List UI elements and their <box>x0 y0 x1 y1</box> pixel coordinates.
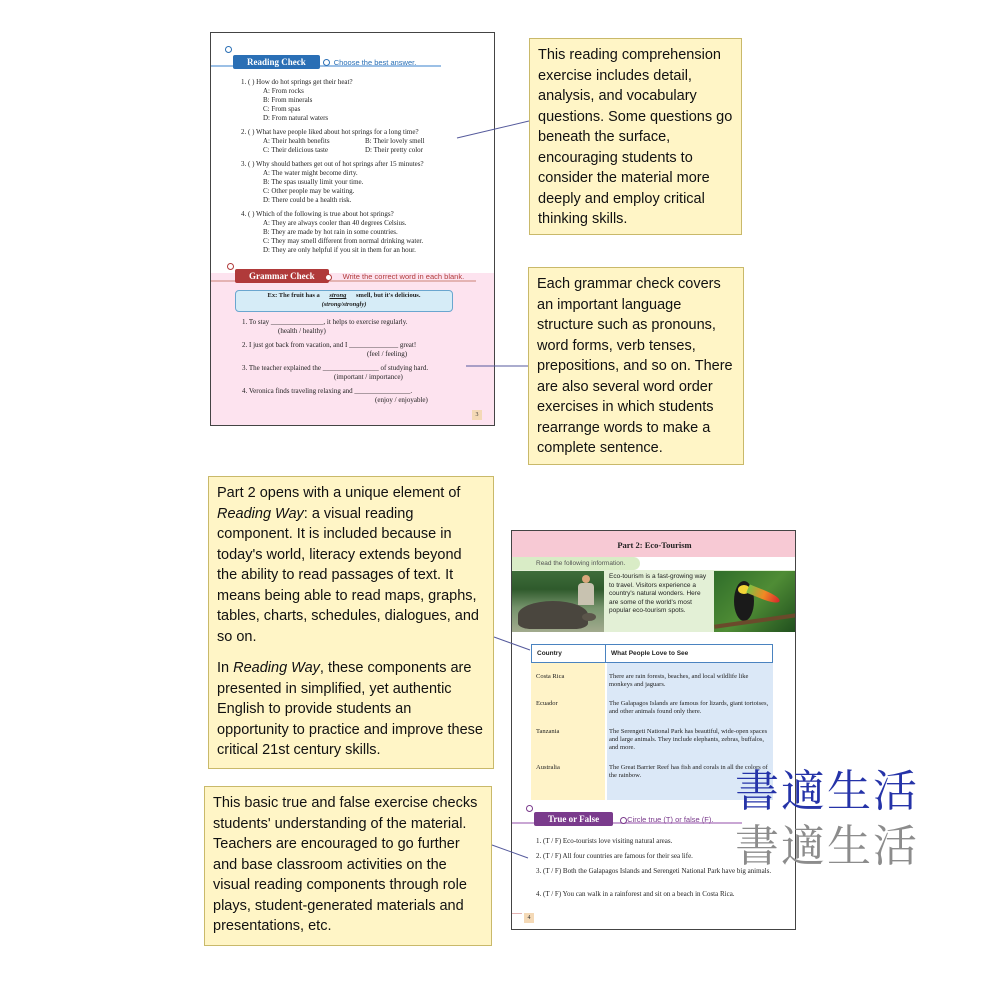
note-true-false: This basic true and false exercise checks students' understanding of the material. Teachers are encouraged to go further and base classroom activities on the visual reading components through role plays, student-generated materials and presentations, etc. <box>204 786 492 946</box>
connector-reading <box>457 121 529 138</box>
table-cell-description: The Great Barrier Reef has fish and corals in all the colors of the rainbow. <box>609 764 768 779</box>
tf-item-3: 3. (T / F) Both the Galapagos Islands and Serengeti National Park have big animals. <box>536 867 772 875</box>
table-cell-description: The Galapagos Islands are famous for lizards, giant tortoises, and other animals found only there. <box>609 700 769 715</box>
table-cell-country: Tanzania <box>536 728 560 735</box>
watermark-gray: 書適生活 <box>735 821 919 872</box>
reading-question-1: 1. ( ) How do hot springs get their heat? A: From rocks B: From minerals C: From spas D: From natural waters <box>241 78 353 122</box>
reading-check-title: Reading Check <box>233 55 320 69</box>
reading-check-instruction: Choose the best answer. <box>333 57 417 67</box>
note-grammar-check: Each grammar check covers an important language structure such as pronouns, word forms, verb tenses, prepositions, and so on. There are also several word order exercises in which students rearrange words to make a complete sentence. <box>528 267 744 465</box>
note-reading-check: This reading comprehension exercise includes detail, analysis, and vocabulary questions. Some questions go beneath the surface, encouraging students to consider the material more deeply and employ critical thinking skills. <box>529 38 742 235</box>
eco-title: Part 2: Eco-Tourism <box>617 540 692 550</box>
reading-question-3: 3. ( ) Why should bathers get out of hot springs after 15 minutes? A: The water might become dirty. B: The spas usually limit your time. C: Other people may be waiting. D: There could be a health risk. <box>241 160 424 204</box>
table-cell-country: Costa Rica <box>536 673 565 680</box>
tf-item-1: 1. (T / F) Eco-tourists love visiting natural areas. <box>536 837 673 845</box>
grammar-check-title: Grammar Check <box>235 269 329 283</box>
grammar-item-3: 3. The teacher explained the ________________ of studying hard. (important / importance) <box>242 364 429 381</box>
eco-intro-text: Eco-tourism is a fast-growing way to travel. Visitors experience a country's natural wonders. Here are some of the world's most popular eco-tourism spots. <box>609 573 707 614</box>
example-answer: strong <box>329 292 347 299</box>
true-false-title: True or False <box>534 812 613 826</box>
grammar-item-1: 1. To stay _______________, it helps to exercise regularly. (health / healthy) <box>242 318 408 335</box>
eco-instruction: Read the following information. <box>536 560 626 567</box>
example-hint: (strong/strongly) <box>321 301 367 308</box>
header-what-to-see: What People Love to See <box>611 650 689 657</box>
example-prefix: Ex: The fruit has a <box>267 292 320 299</box>
reading-question-4: 4. ( ) Which of the following is true about hot springs? A: They are always cooler than 40 degrees Celsius. B: They are made by hot rain in some countries. C: They may smell different from normal drinking water. D: They are only helpful if you sit in them for an hour. <box>241 210 424 254</box>
page-number: 3 <box>472 410 482 420</box>
grammar-item-4: 4. Veronica finds traveling relaxing and ________________. (enjoy / enjoyable) <box>242 387 428 404</box>
note-part2-visual-reading: Part 2 opens with a unique element of Reading Way: a visual reading component. It is included because in today's world, literacy extends beyond the ability to read passages of text. It means being able to read maps, graphs, tables, charts, schedules, dialogues, and so on. In Reading Way, these components are presented in simplified, yet authentic English to provide students an opportunity to practice and improve these critical 21st century skills. <box>208 476 494 769</box>
grammar-item-2: 2. I just got back from vacation, and I ______________ great! (feel / feeling) <box>242 341 417 358</box>
header-country: Country <box>532 645 606 662</box>
connector-truefalse <box>492 845 528 858</box>
connector-part2 <box>494 637 530 650</box>
example-suffix: smell, but it's delicious. <box>356 292 421 299</box>
table-cell-country: Ecuador <box>536 700 558 707</box>
watermark-blue: 書適生活 <box>735 766 919 817</box>
reading-question-2: 2. ( ) What have people liked about hot springs for a long time? A: Their health benefits B: Their lovely smell C: Their delicious taste D: Their pretty color <box>241 128 425 154</box>
tf-item-2: 2. (T / F) All four countries are famous for their sea life. <box>536 852 693 860</box>
table-cell-description: The Serengeti National Park has beautiful, wide-open spaces and large animals. They include elephants, zebras, buffalos, and more. <box>609 728 768 751</box>
grammar-check-instruction: Write the correct word in each blank. <box>342 271 465 281</box>
true-false-instruction: Circle true (T) or false (F). <box>627 814 714 824</box>
tf-item-4: 4. (T / F) You can walk in a rainforest and sit on a beach in Costa Rica. <box>536 890 735 898</box>
page-number: 4 <box>524 913 534 923</box>
table-cell-country: Australia <box>536 764 560 771</box>
table-cell-description: There are rain forests, beaches, and local wildlife like monkeys and jaguars. <box>609 673 749 688</box>
